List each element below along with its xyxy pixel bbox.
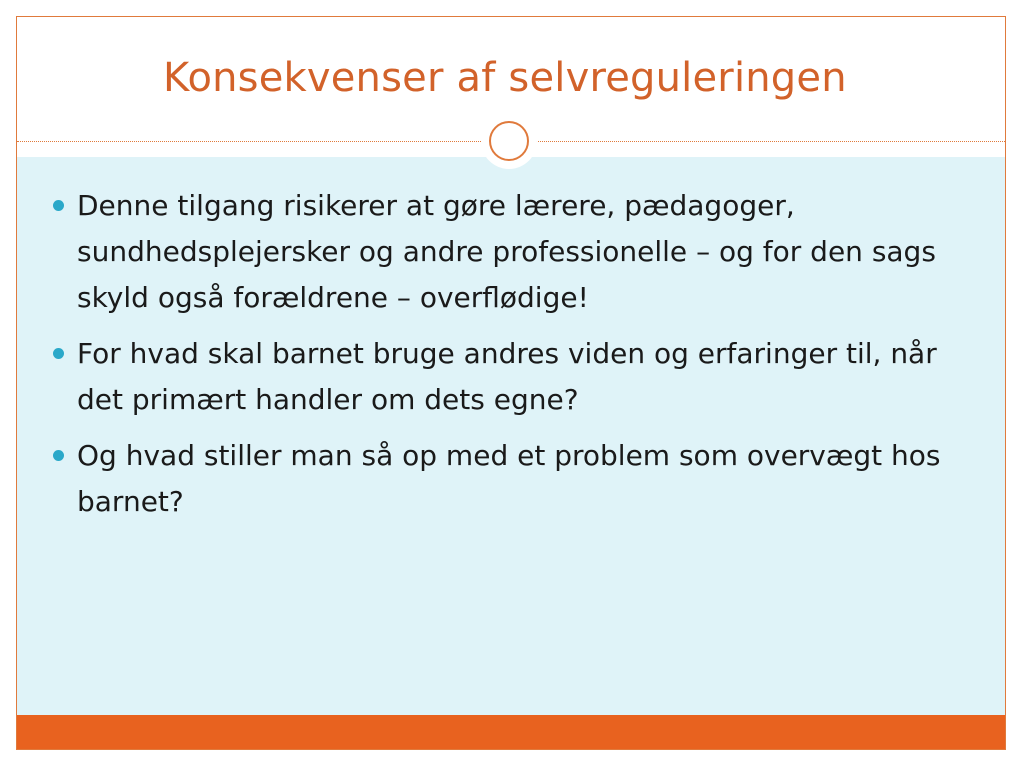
circle-ring-icon [489,121,529,161]
slide-title: Konsekvenser af selvreguleringen [163,55,847,101]
bullet-dot-icon [53,450,64,461]
bullet-item [51,331,971,423]
bullet-item [51,433,971,525]
bullet-list [51,183,971,535]
bullet-text: Denne tilgang risikerer at gøre lærere, pædagoger, sundhedsplejersker og andre professionelle – og for den sags skyld også forældrene – overflødige! [77,189,936,314]
bullet-dot-icon [53,200,64,211]
slide [16,16,1006,750]
bullet-dot-icon [53,348,64,359]
bullet-item [51,183,971,321]
footer-bar [17,715,1005,749]
bullet-text: Og hvad stiller man så op med et problem som overvægt hos barnet? [77,439,941,518]
circle-ornament-icon [481,113,537,169]
bullet-text: For hvad skal barnet bruge andres viden og erfaringer til, når det primært handler om dets egne? [77,337,937,416]
